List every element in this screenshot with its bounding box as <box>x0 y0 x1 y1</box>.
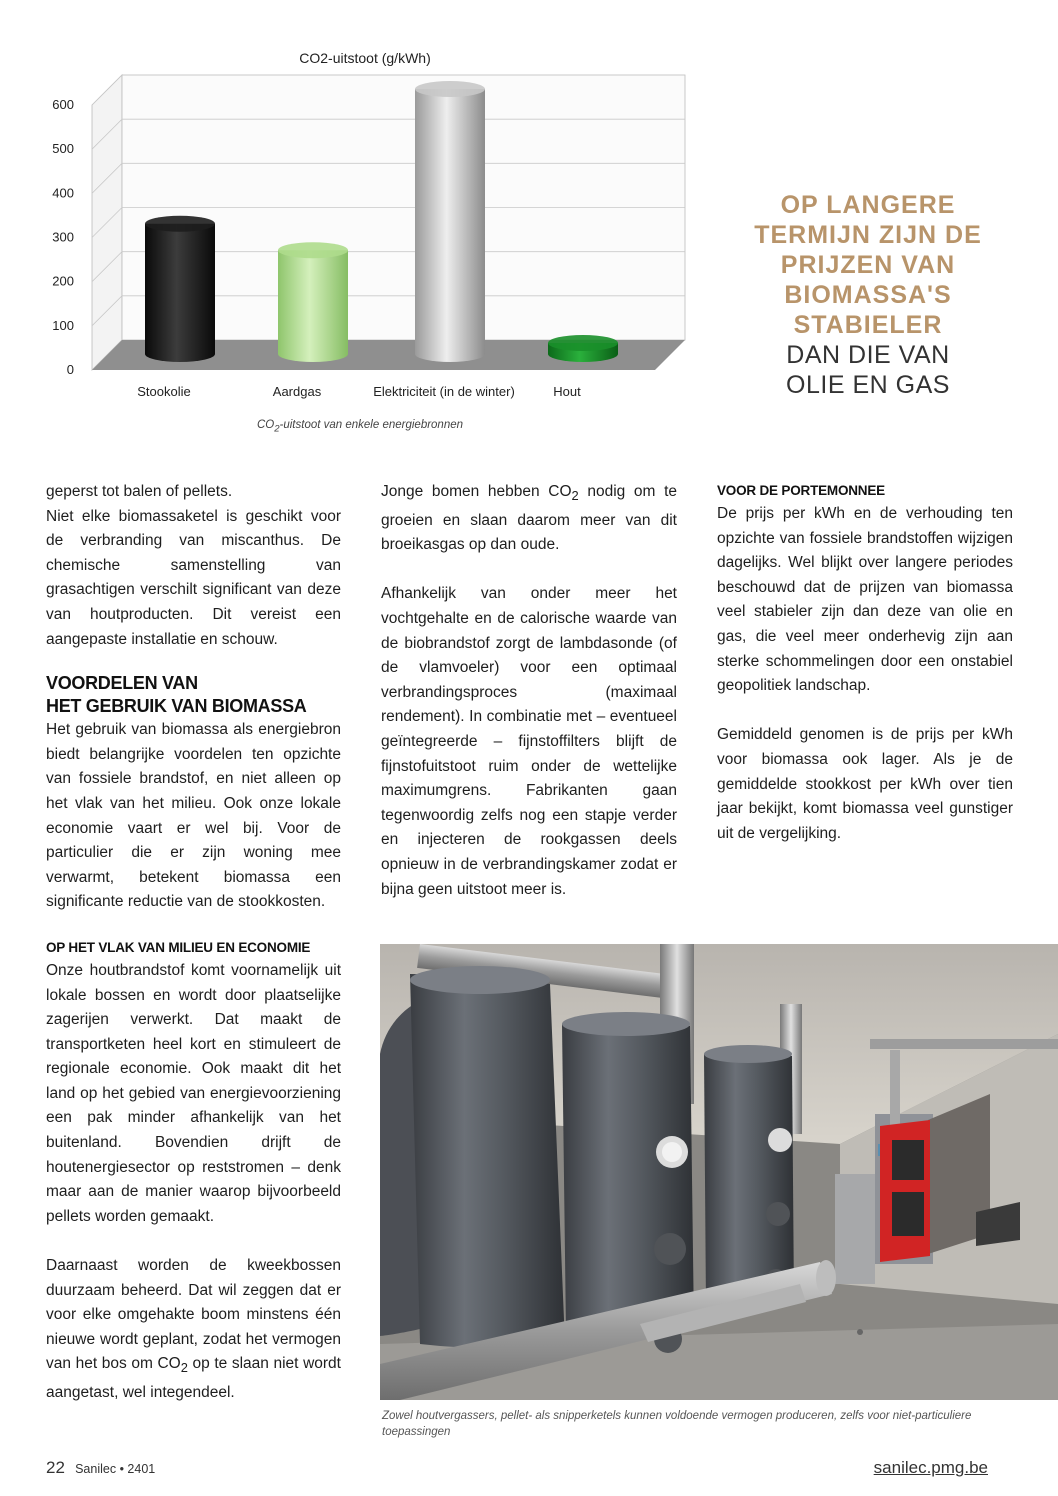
y-tick-label: 0 <box>66 362 74 377</box>
paragraph-text: Jonge bomen hebben CO <box>381 483 572 500</box>
y-tick-label: 400 <box>52 185 74 201</box>
subscript: 2 <box>571 488 579 504</box>
chart-caption-text: CO <box>256 419 275 431</box>
bar-hout <box>548 335 618 362</box>
paragraph <box>381 480 677 558</box>
chart-caption <box>120 419 600 434</box>
x-tick-label: Hout <box>553 384 581 399</box>
y-tick-label: 100 <box>52 317 74 333</box>
chart-x-axis <box>137 384 581 399</box>
pull-quote-bold-line: BIOMASSA'S <box>784 281 952 309</box>
paragraph: Gemiddeld genomen is de prijs per kWh voor biomassa ook lager. Als je de gemiddelde stookkost per kWh over tien jaar bekijkt, komt biomassa veel gunstiger uit de vergelijking. <box>717 726 1013 842</box>
paragraph: Het gebruik van biomassa als energiebron biedt belangrijke voordelen ten opzichte van fossiele brandstof, en niet alleen op het vlak van het milieu. Ook onze lokale economie vaart er wel bij. Voor de particulier die er zijn woning mee verwarmt, betekent biomassa een significante reductie van de stookkosten. <box>46 721 341 911</box>
footer-folio <box>46 1458 155 1478</box>
article-column-3 <box>717 480 1013 846</box>
section-heading-portemonnee: VOOR DE PORTEMONNEE <box>717 483 885 498</box>
heading-line: HET GEBRUIK VAN BIOMASSA <box>46 696 307 717</box>
section-heading-voordelen <box>46 672 341 718</box>
pull-quote <box>728 190 1008 400</box>
bar-aardgas <box>278 242 348 362</box>
chart-title: CO2-uitstoot (g/kWh) <box>299 50 431 66</box>
article-column-1 <box>46 480 341 1406</box>
bar-top <box>145 216 215 232</box>
bar-elektriciteit-in-de-winter <box>415 81 485 362</box>
subscript: 2 <box>180 1360 188 1376</box>
paragraph <box>46 1254 341 1406</box>
paragraph-text: Daarnaast worden de kweekbossen duurzaam beheerd. Dat wil zeggen dat er voor elke omgehakte boom minstens één nieuwe wordt geplant, zodat het vermogen van het bos om CO <box>46 1257 341 1373</box>
publication-issue: Sanilec • 2401 <box>75 1462 156 1476</box>
pull-quote-bold-line: PRIJZEN VAN <box>780 251 956 279</box>
y-tick-label: 200 <box>52 273 74 289</box>
boiler-room-photo <box>380 944 1058 1400</box>
co2-bar-chart <box>30 40 700 415</box>
paragraph: Niet elke biomassaketel is geschikt voor de verbranding van miscanthus. De chemische samenstelling van grasachtigen verschilt significant van deze van houtproducten. Dit vereist een aangepaste installatie en schouw. <box>46 507 341 648</box>
chart-y-axis <box>52 97 74 377</box>
article-column-2 <box>381 480 677 902</box>
bar-top <box>415 81 485 97</box>
bar-body <box>415 89 485 362</box>
x-tick-label: Stookolie <box>137 384 191 399</box>
pull-quote-light-line: OLIE EN GAS <box>786 371 950 399</box>
bar-stookolie <box>145 216 215 362</box>
pull-quote-light-line: DAN DIE VAN <box>786 341 950 369</box>
paragraph: geperst tot balen of pellets. <box>46 483 233 500</box>
paragraph: Afhankelijk van onder meer het vochtgehalte en de calorische waarde van de biobrandstof zorgt de lambdasonde (of de vlamvoeler) voor een optimaal verbrandingsproces (maximaal rendement). In combinatie met – eventueel geïntegreerde – fijnstoffilters blijft de fijnstofuitstoot ruim onder de wettelijke maximumgrens. Fabrikanten gaan tegenwoordig zelfs nog een stapje verder en injecteren de rookgassen deels opnieuw in de verbrandingskamer zodat er bijna geen uitstoot meer is. <box>381 585 677 898</box>
pull-quote-bold-line: TERMIJN ZIJN DE <box>754 221 982 249</box>
paragraph: De prijs per kWh en de verhouding ten opzichte van fossiele brandstoffen wijzigen dagelijks. Wel blijkt over langere periodes beschouwd dat de prijzen van biomassa veel stabieler zijn dan deze van olie en gas, die veel meer onderhevig zijn aan sterke schommelingen door een onstabiel geopolitiek landschap. <box>717 505 1013 695</box>
bar-body <box>145 224 215 362</box>
chart-caption-subscript: 2 <box>274 423 280 435</box>
chart-caption-text-end: -uitstoot van enkele energiebronnen <box>279 419 464 431</box>
x-tick-label: Aardgas <box>272 384 322 399</box>
paragraph: Onze houtbrandstof komt voornamelijk uit lokale bossen en wordt door plaatselijke zagerijen verwerkt. Dat maakt de transportketen heel kort en stimuleert de regionale economie. Ook maakt dit het land op het gebied van energievoorziening een pak minder afhankelijk van het buitenland. Bovendien drijft de houtenergiesector op reststromen – denk maar aan de manier waarop bijvoorbeeld pellets worden gemaakt. <box>46 961 341 1225</box>
bar-body <box>278 250 348 362</box>
y-tick-label: 300 <box>52 229 74 245</box>
page-number: 22 <box>46 1458 65 1477</box>
paragraph-text: nodig om te groeien en slaan daarom meer van dit broeikasgas op dan oude. <box>381 483 677 554</box>
photo-caption: Zowel houtvergassers, pellet- als snipperketels kunnen voldoende vermogen produceren, zelfs voor niet-particuliere toepassingen <box>382 1410 972 1438</box>
y-tick-label: 500 <box>52 141 74 157</box>
pull-quote-bold-line: STABIELER <box>793 311 943 339</box>
section-heading-milieu: OP HET VLAK VAN MILIEU EN ECONOMIE <box>46 939 311 955</box>
paragraph-text: op te slaan niet wordt aangetast, wel integendeel. <box>46 1355 341 1402</box>
bar-top <box>548 335 618 351</box>
pull-quote-bold-line: OP LANGERE <box>780 191 956 219</box>
website-link[interactable]: sanilec.pmg.be <box>873 1458 988 1477</box>
heading-line: VOORDELEN VAN <box>46 673 198 694</box>
y-tick-label: 600 <box>52 97 74 112</box>
bar-top <box>278 242 348 258</box>
x-tick-label: Elektriciteit (in de winter) <box>373 384 515 399</box>
